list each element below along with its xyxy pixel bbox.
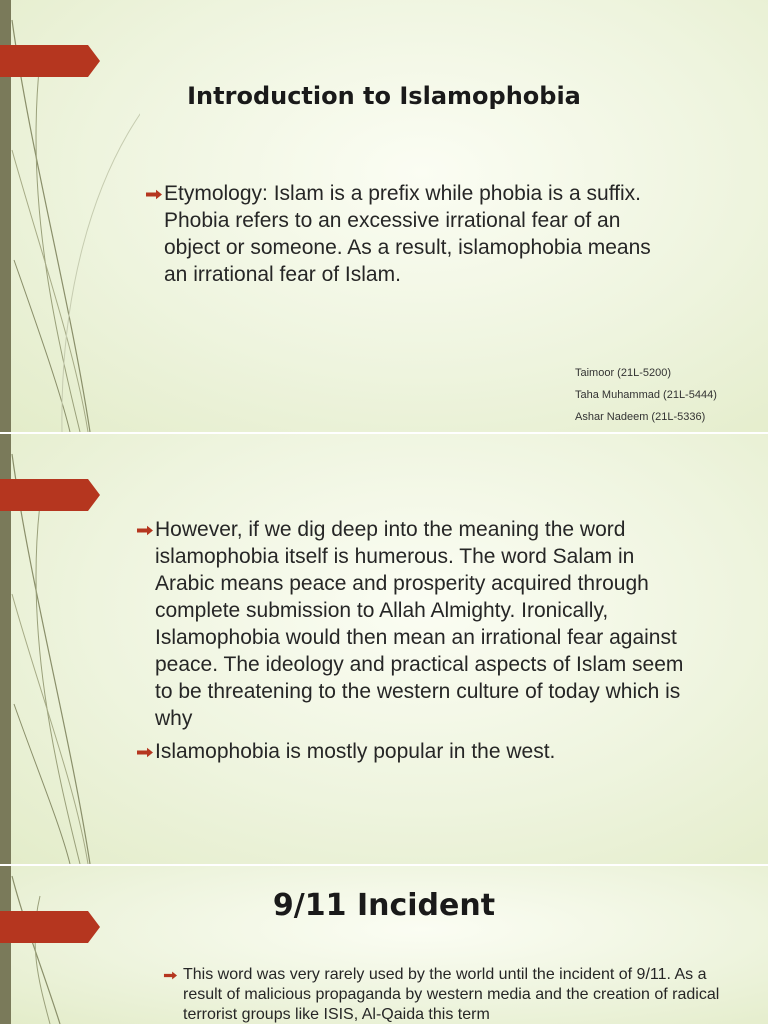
bullet-text: This word was very rarely used by the world until the incident of 9/11. As a result of malicious propaganda by western media and the creation of radical terrorist groups like ISIS, Al-Qaida this term bbox=[183, 966, 720, 1023]
list-item bbox=[155, 738, 695, 765]
bullet-text: Islamophobia is mostly popular in the west. bbox=[155, 740, 556, 763]
author-credit: Ashar Nadeem (21L-5336) bbox=[575, 411, 706, 423]
arrow-tab-icon bbox=[0, 479, 100, 511]
arrow-tab-icon bbox=[0, 45, 100, 77]
bullet-list bbox=[183, 965, 728, 1024]
bullet-text: However, if we dig deep into the meaning the word islamophobia itself is humerous. The word Salam in Arabic means peace and prosperity acquired through complete submission to Allah Almighty. Ironically, Islamophobia would then mean an irrational fear against peace. The ideology and practical aspects of Islam seem to be threatening to the western culture of today which is why bbox=[155, 518, 684, 730]
list-item bbox=[155, 516, 695, 732]
list-item bbox=[183, 965, 728, 1024]
arrow-bullet-icon bbox=[136, 747, 154, 758]
slide-title: Introduction to Islamophobia bbox=[187, 82, 581, 110]
list-item bbox=[164, 180, 664, 288]
bullet-list bbox=[164, 180, 664, 288]
author-credit: Taimoor (21L-5200) bbox=[575, 367, 671, 379]
arrow-bullet-icon bbox=[145, 189, 163, 200]
arrow-bullet-icon bbox=[163, 971, 178, 980]
slide-meaning bbox=[0, 434, 768, 864]
slide-introduction bbox=[0, 0, 768, 432]
author-credit: Taha Muhammad (21L-5444) bbox=[575, 389, 717, 401]
slide-title: 9/11 Incident bbox=[272, 888, 496, 923]
bullet-list bbox=[155, 516, 695, 765]
slide-911-incident bbox=[0, 866, 768, 1024]
author-credits bbox=[575, 362, 717, 428]
arrow-bullet-icon bbox=[136, 525, 154, 536]
bullet-text: Etymology: Islam is a prefix while phobia is a suffix. Phobia refers to an excessive irrational fear of an object or someone. As a result, islamophobia means an irrational fear of Islam. bbox=[164, 182, 651, 286]
